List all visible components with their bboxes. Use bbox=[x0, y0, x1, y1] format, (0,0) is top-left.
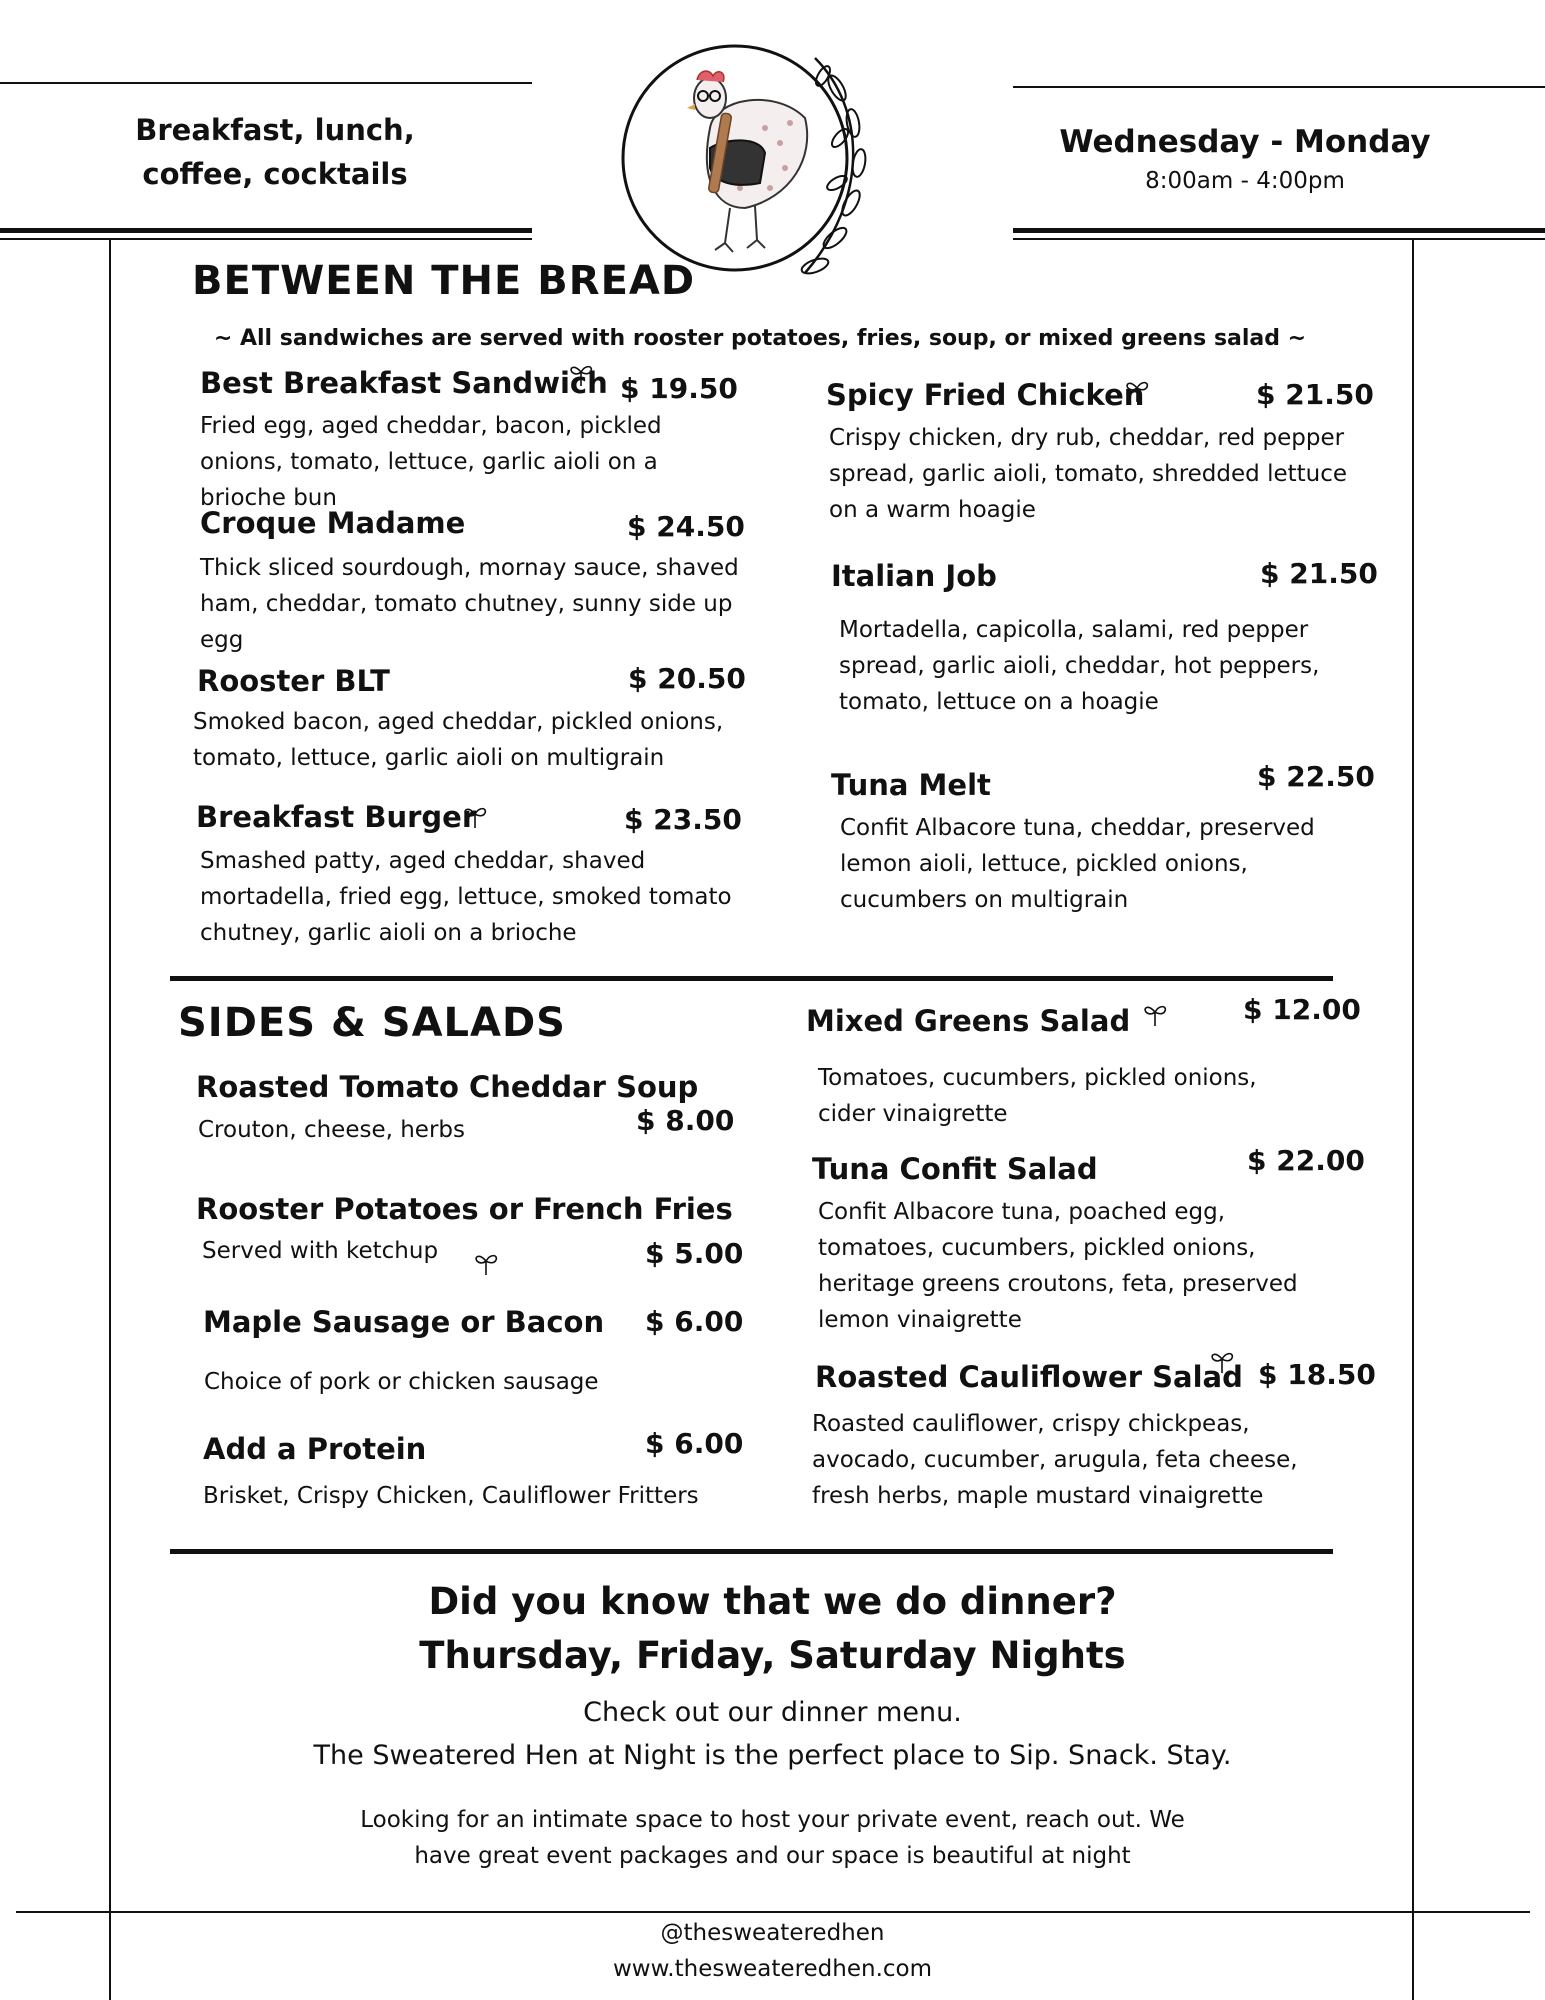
section-title-sandwiches: BETWEEN THE BREAD bbox=[192, 258, 696, 304]
item-desc: Roasted cauliflower, crispy chickpeas, avocado, cucumber, arugula, feta cheese, fresh herbs, maple mustard vinaigrette bbox=[812, 1411, 1298, 1509]
header-rule-right-bottom bbox=[1013, 228, 1545, 233]
item-name: Breakfast Burger bbox=[196, 800, 477, 834]
vegetarian-sprout-icon bbox=[471, 1247, 501, 1277]
item-name: Roasted Cauliflower Salad bbox=[815, 1360, 1243, 1394]
item-desc: Tomatoes, cucumbers, pickled onions, cider vinaigrette bbox=[818, 1065, 1257, 1127]
divider-sides bbox=[170, 976, 1333, 981]
item-price: $ 6.00 bbox=[645, 1305, 744, 1338]
item-desc: Smoked bacon, aged cheddar, pickled onions, tomato, lettuce, garlic aioli on multigrain bbox=[193, 709, 724, 771]
item-price: $ 18.50 bbox=[1258, 1358, 1376, 1391]
item-name: Add a Protein bbox=[203, 1432, 427, 1466]
item-name: Croque Madame bbox=[200, 506, 466, 540]
private-events-text: Looking for an intimate space to host your private event, reach out. We have great event packages and our space is beautiful at night bbox=[360, 1807, 1185, 1869]
item-price: $ 6.00 bbox=[645, 1427, 744, 1460]
item-desc: Confit Albacore tuna, cheddar, preserved lemon aioli, lettuce, pickled onions, cucumbers on multigrain bbox=[840, 815, 1315, 913]
item-name: Rooster BLT bbox=[197, 664, 390, 698]
item-price: $ 19.50 bbox=[620, 372, 738, 405]
open-hours: 8:00am - 4:00pm bbox=[1145, 168, 1345, 194]
vegetarian-sprout-icon bbox=[1207, 1345, 1237, 1375]
header-rule-left-bottom bbox=[0, 228, 532, 233]
item-price: $ 22.50 bbox=[1257, 760, 1375, 793]
dinner-menu-text: Check out our dinner menu. bbox=[583, 1697, 962, 1728]
section-title-sides: SIDES & SALADS bbox=[178, 1000, 566, 1046]
item-name: Rooster Potatoes or French Fries bbox=[196, 1192, 733, 1226]
header-rule-right-top bbox=[1013, 86, 1545, 88]
dinner-nights: Thursday, Friday, Saturday Nights bbox=[419, 1634, 1126, 1677]
header-rule-right-bottom-thin bbox=[1013, 238, 1545, 240]
item-desc: Confit Albacore tuna, poached egg, tomatoes, cucumbers, pickled onions, heritage greens croutons, feta, preserved lemon vinaigrette bbox=[818, 1199, 1298, 1333]
sandwiches-note: ~ All sandwiches are served with rooster potatoes, fries, soup, or mixed greens salad ~ bbox=[213, 326, 1307, 351]
header-rule-left-top bbox=[0, 82, 532, 84]
header-hours bbox=[1040, 124, 1450, 194]
frame-right bbox=[1412, 240, 1414, 2000]
item-name: Tuna Melt bbox=[831, 768, 991, 802]
item-price: $ 12.00 bbox=[1243, 993, 1361, 1026]
header-tagline bbox=[70, 108, 480, 196]
item-price: $ 22.00 bbox=[1247, 1144, 1365, 1177]
item-name: Roasted Tomato Cheddar Soup bbox=[196, 1070, 699, 1104]
tagline-line1: Breakfast, lunch, bbox=[135, 113, 415, 147]
footer-rule bbox=[16, 1911, 1530, 1913]
item-price: $ 21.50 bbox=[1260, 557, 1378, 590]
item-desc: Choice of pork or chicken sausage bbox=[204, 1369, 599, 1395]
item-price: $ 24.50 bbox=[627, 510, 745, 543]
item-price: $ 21.50 bbox=[1256, 378, 1374, 411]
hen-logo-icon bbox=[615, 18, 877, 296]
item-name: Best Breakfast Sandwich bbox=[200, 366, 608, 400]
item-desc: Brisket, Crispy Chicken, Cauliflower Fritters bbox=[203, 1483, 699, 1509]
item-name: Maple Sausage or Bacon bbox=[203, 1305, 605, 1339]
header-rule-left-bottom-thin bbox=[0, 238, 532, 240]
vegetarian-sprout-icon bbox=[566, 358, 596, 388]
divider-dinner bbox=[170, 1549, 1333, 1554]
vegetarian-sprout-icon bbox=[1140, 998, 1170, 1028]
item-name: Spicy Fried Chicken bbox=[826, 378, 1145, 412]
item-desc: Mortadella, capicolla, salami, red pepper spread, garlic aioli, cheddar, hot peppers, tomato, lettuce on a hoagie bbox=[839, 617, 1320, 715]
open-days: Wednesday - Monday bbox=[1059, 124, 1431, 160]
item-price: $ 20.50 bbox=[628, 662, 746, 695]
item-name: Italian Job bbox=[831, 559, 997, 593]
item-price: $ 8.00 bbox=[636, 1104, 735, 1137]
item-desc: Fried egg, aged cheddar, bacon, pickled onions, tomato, lettuce, garlic aioli on a brioche bun bbox=[200, 413, 662, 511]
dinner-tagline: The Sweatered Hen at Night is the perfect place to Sip. Snack. Stay. bbox=[313, 1740, 1232, 1771]
item-price: $ 5.00 bbox=[645, 1237, 744, 1270]
item-name: Tuna Confit Salad bbox=[812, 1152, 1098, 1186]
item-desc: Crispy chicken, dry rub, cheddar, red pepper spread, garlic aioli, tomato, shredded lettuce on a warm hoagie bbox=[829, 425, 1348, 523]
item-price: $ 23.50 bbox=[624, 803, 742, 836]
dinner-headline: Did you know that we do dinner? bbox=[428, 1580, 1117, 1623]
tagline-line2: coffee, cocktails bbox=[142, 157, 408, 191]
item-desc: Served with ketchup bbox=[202, 1238, 439, 1264]
item-desc: Crouton, cheese, herbs bbox=[198, 1117, 465, 1143]
social-handle[interactable]: @thesweateredhen bbox=[660, 1920, 885, 1946]
item-desc: Smashed patty, aged cheddar, shaved mortadella, fried egg, lettuce, smoked tomato chutney, garlic aioli on a brioche bbox=[200, 848, 732, 946]
item-name: Mixed Greens Salad bbox=[806, 1004, 1131, 1038]
vegetarian-sprout-icon bbox=[460, 800, 490, 830]
website-link[interactable]: www.thesweateredhen.com bbox=[612, 1956, 933, 1982]
vegetarian-sprout-icon bbox=[1122, 374, 1152, 404]
item-desc: Thick sliced sourdough, mornay sauce, shaved ham, cheddar, tomato chutney, sunny side up egg bbox=[200, 555, 739, 653]
frame-left bbox=[109, 240, 111, 2000]
